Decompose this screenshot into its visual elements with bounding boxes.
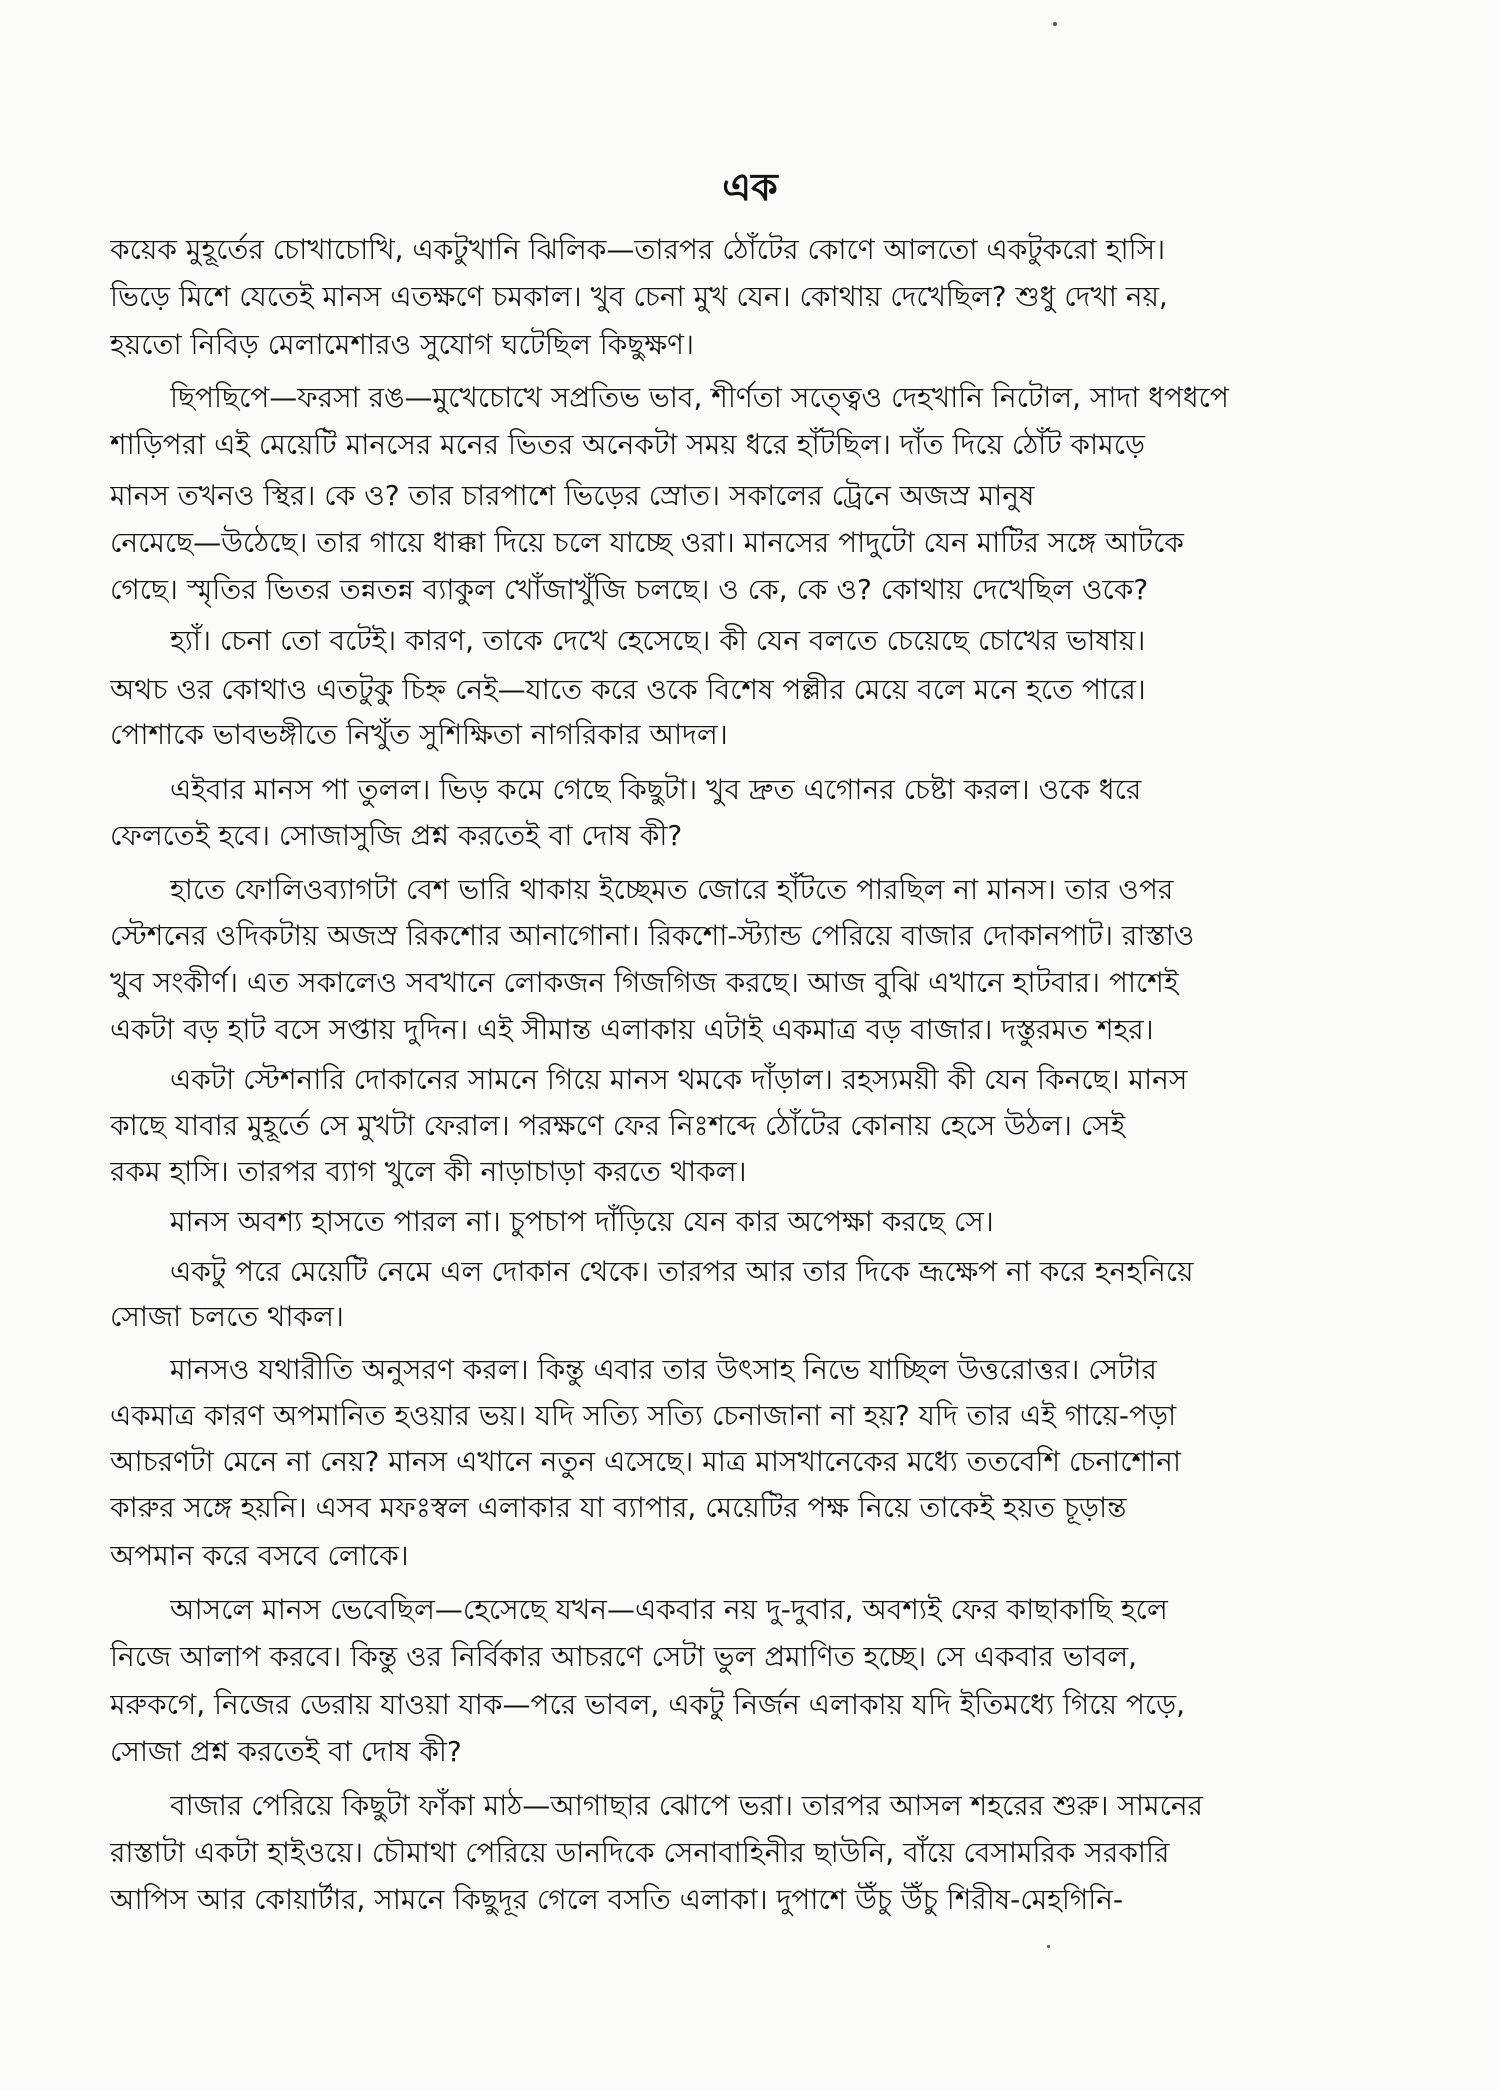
text-line: শাড়িপরা এই মেয়েটি মানসের মনের ভিতর অনেকটা সময় ধরে হাঁটছিল। দাঁত দিয়ে ঠোঁট কামড়ে: [110, 428, 1145, 461]
text-line: খুব সংকীর্ণ। এত সকালেও সবখানে লোকজন গিজগিজ করছে। আজ বুঝি এখানে হাটবার। পাশেই: [110, 966, 1179, 999]
text-line: হাতে ফোলিওব্যাগটা বেশ ভারি থাকায় ইচ্ছেমত জোরে হাঁটতে পারছিল না মানস। তার ওপর: [170, 873, 1174, 906]
text-line: রকম হাসি। তারপর ব্যাগ খুলে কী নাড়াচাড়া করতে থাকল।: [110, 1155, 747, 1188]
text-line: স্টেশনের ওদিকটায় অজস্র রিকশোর আনাগোনা। রিকশো-স্ট্যান্ড পেরিয়ে বাজার দোকানপাট। রাস্তাও: [110, 919, 1195, 952]
text-line: কারুর সঙ্গে হয়নি। এসব মফঃস্বল এলাকার যা ব্যাপার, মেয়েটির পক্ষ নিয়ে তাকেই হয়ত চূড়ান্ত: [110, 1491, 1127, 1524]
text-line: গেছে। স্মৃতির ভিতর তন্নতন্ন ব্যাকুল খোঁজাখুঁজি চলছে। ও কে, কে ও? কোথায় দেখেছিল ওকে?: [110, 573, 1149, 606]
text-line: পোশাকে ভাবভঙ্গীতে নিখুঁত সুশিক্ষিতা নাগরিকার আদল।: [110, 718, 728, 751]
text-line: কয়েক মুহূর্তের চোখাচোখি, একটুখানি ঝিলিক—তারপর ঠোঁটের কোণে আলতো একটুকরো হাসি।: [110, 233, 1166, 266]
text-line: আপিস আর কোয়ার্টার, সামনে কিছুদূর গেলে বসতি এলাকা। দুপাশে উঁচু উঁচু শিরীষ-মেহগিনি-: [110, 1883, 1124, 1916]
text-line: নেমেছে—উঠেছে। তার গায়ে ধাক্কা দিয়ে চলে যাচ্ছে ওরা। মানসের পাদুটো যেন মাটির সঙ্গে আটকে: [110, 526, 1184, 559]
text-line: ভিড়ে মিশে যেতেই মানস এতক্ষণে চমকাল। খুব চেনা মুখ যেন। কোথায় দেখেছিল? শুধু দেখা নয়,: [110, 280, 1168, 313]
chapter-title: এক: [722, 165, 778, 209]
text-line: কাছে যাবার মুহূর্তে সে মুখটা ফেরাল। পরক্ষণে ফের নিঃশব্দে ঠোঁটের কোনায় হেসে উঠল। সেই: [110, 1109, 1126, 1142]
text-line: একটা স্টেশনারি দোকানের সামনে গিয়ে মানস থমকে দাঁড়াল। রহস্যময়ী কী যেন কিনছে। মানস: [170, 1063, 1188, 1096]
text-line: মরুকগে, নিজের ডেরায় যাওয়া যাক—পরে ভাবল, একটু নির্জন এলাকায় যদি ইতিমধ্যে গিয়ে পড়ে,: [110, 1688, 1186, 1721]
text-line: সোজা প্রশ্ন করতেই বা দোষ কী?: [110, 1735, 462, 1768]
text-line: নিজে আলাপ করবে। কিন্তু ওর নির্বিকার আচরণে সেটা ভুল প্রমাণিত হচ্ছে। সে একবার ভাবল,: [110, 1640, 1138, 1673]
text-line: মানসও যথারীতি অনুসরণ করল। কিন্তু এবার তার উৎসাহ নিভে যাচ্ছিল উত্তরোত্তর। সেটার: [170, 1353, 1157, 1386]
text-line: অপমান করে বসবে লোকে।: [110, 1539, 409, 1572]
text-line: এইবার মানস পা তুলল। ভিড় কমে গেছে কিছুটা। খুব দ্রুত এগোনর চেষ্টা করল। ওকে ধরে: [170, 773, 1142, 806]
text-line: রাস্তাটা একটা হাইওয়ে। চৌমাথা পেরিয়ে ডানদিকে সেনাবাহিনীর ছাউনি, বাঁয়ে বেসামরিক সরকারি: [110, 1836, 1170, 1869]
text-line: মানস তখনও স্থির। কে ও? তার চারপাশে ভিড়ের স্রোত। সকালের ট্রেনে অজস্র মানুষ: [110, 479, 1035, 512]
text-line: হয়তো নিবিড় মেলামেশারও সুযোগ ঘটেছিল কিছুক্ষণ।: [110, 328, 694, 361]
text-line: আসলে মানস ভেবেছিল—হেসেছে যখন—একবার নয় দু-দুবার, অবশ্যই ফের কাছাকাছি হলে: [170, 1593, 1168, 1626]
scan-speck: [1053, 22, 1057, 26]
text-line: অথচ ওর কোথাও এতটুকু চিহ্ন নেই—যাতে করে ওকে বিশেষ পল্লীর মেয়ে বলে মনে হতে পারে।: [110, 673, 1146, 706]
text-line: একটু পরে মেয়েটি নেমে এল দোকান থেকে। তারপর আর তার দিকে ভ্রূক্ষেপ না করে হনহনিয়ে: [170, 1255, 1194, 1288]
text-line: একটা বড় হাট বসে সপ্তায় দুদিন। এই সীমান্ত এলাকায় এটাই একমাত্র বড় বাজার। দস্তুরমত শহর।: [110, 1013, 1154, 1046]
text-line: ফেলতেই হবে। সোজাসুজি প্রশ্ন করতেই বা দোষ কী?: [110, 819, 683, 852]
text-line: সোজা চলতে থাকল।: [110, 1300, 344, 1333]
scan-speck: [1047, 1945, 1050, 1948]
text-line: আচরণটা মেনে না নেয়? মানস এখানে নতুন এসেছে। মাত্র মাসখানেকের মধ্যে ততবেশি চেনাশোনা: [110, 1445, 1182, 1478]
text-line: মানস অবশ্য হাসতে পারল না। চুপচাপ দাঁড়িয়ে যেন কার অপেক্ষা করছে সে।: [170, 1205, 994, 1238]
text-line: একমাত্র কারণ অপমানিত হওয়ার ভয়। যদি সত্যি সত্যি চেনাজানা না হয়? যদি তার এই গায়ে-পড়া: [110, 1399, 1177, 1432]
text-line: হ্যাঁ। চেনা তো বটেই। কারণ, তাকে দেখে হেসেছে। কী যেন বলতে চেয়েছে চোখের ভাষায়।: [170, 624, 1146, 657]
text-line: বাজার পেরিয়ে কিছুটা ফাঁকা মাঠ—আগাছার ঝোপে ভরা। তারপর আসল শহরের শুরু। সামনের: [170, 1789, 1203, 1822]
text-line: ছিপছিপে—ফরসা রঙ—মুখেচোখে সপ্রতিভ ভাব, শীর্ণতা সত্ত্বেও দেহখানি নিটোল, সাদা ধপধপে: [170, 381, 1229, 414]
